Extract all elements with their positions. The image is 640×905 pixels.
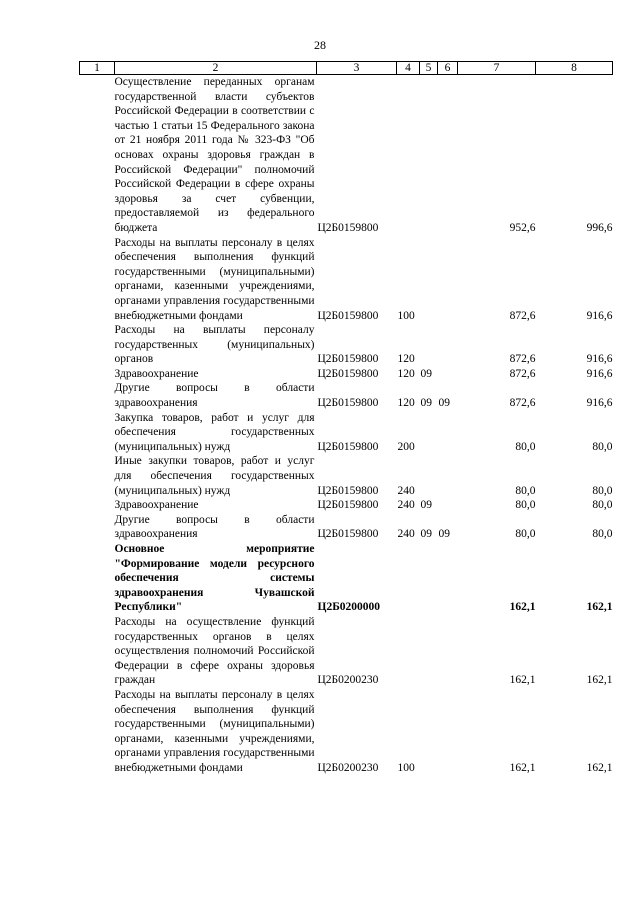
- budget-table: [79, 61, 613, 776]
- amount-year-2: 916,6: [586, 397, 613, 410]
- amount-year-1: 162,1: [509, 761, 536, 774]
- table-row: [80, 513, 613, 542]
- table-row: [80, 498, 613, 513]
- section-code: [420, 542, 438, 615]
- target-article-code: Ц2Б0159800: [317, 440, 379, 453]
- section-code: [420, 236, 438, 324]
- page-number: 28: [314, 38, 326, 52]
- table-row: [80, 411, 613, 455]
- target-article-code: Ц2Б0159800: [317, 397, 379, 410]
- row-index-cell: [80, 323, 115, 367]
- header-col-1: 1: [80, 62, 115, 75]
- section-code: 09: [420, 367, 432, 380]
- amount-year-1: 872,6: [509, 367, 536, 380]
- amount-year-1: 162,1: [509, 601, 536, 614]
- expense-type-code: 200: [397, 440, 415, 453]
- amount-year-1: 80,0: [515, 440, 536, 453]
- section-code: [420, 323, 438, 367]
- table-row: [80, 323, 613, 367]
- target-article-code: Ц2Б0200230: [317, 674, 379, 687]
- row-name: Здравоохранение: [114, 367, 199, 380]
- expense-type-code: 120: [397, 353, 415, 366]
- header-col-8: 8: [536, 62, 613, 75]
- row-name: Расходы на выплаты персоналу в целях обеспечения выполнения функций государственными (муниципальными) органами, казенными учреждениями, органами управления государственными внебюджетными фондами: [114, 688, 315, 774]
- amount-year-1: 952,6: [509, 221, 536, 234]
- amount-year-2: 996,6: [586, 221, 613, 234]
- table-body: [80, 75, 613, 776]
- subsection-code: [438, 75, 458, 236]
- subsection-code: [438, 498, 458, 513]
- subsection-code: [438, 367, 458, 382]
- row-index-cell: [80, 454, 115, 498]
- amount-year-2: 916,6: [586, 367, 613, 380]
- subsection-code: [438, 411, 458, 455]
- amount-year-2: 916,6: [586, 353, 613, 366]
- amount-year-1: 80,0: [515, 499, 536, 512]
- row-index-cell: [80, 367, 115, 382]
- column-number-header: [80, 62, 613, 75]
- table-row: [80, 367, 613, 382]
- row-index-cell: [80, 381, 115, 410]
- expense-type-code: [397, 542, 420, 615]
- target-article-code: Ц2Б0159800: [317, 309, 379, 322]
- section-code: 09: [420, 499, 432, 512]
- amount-year-1: 872,6: [509, 309, 536, 322]
- row-index-cell: [80, 75, 115, 236]
- expense-type-code: 240: [397, 484, 415, 497]
- target-article-code: Ц2Б0159800: [317, 499, 379, 512]
- row-index-cell: [80, 542, 115, 615]
- table-row: [80, 381, 613, 410]
- expense-type-code: [397, 615, 420, 688]
- table-row: [80, 236, 613, 324]
- target-article-code: Ц2Б0159800: [317, 367, 379, 380]
- row-name: Расходы на выплаты персоналу в целях обеспечения выполнения функций государственными (муниципальными) органами, казенными учреждениями, органами управления государственными внебюджетными фондами: [114, 236, 315, 322]
- section-code: 09: [420, 397, 432, 410]
- amount-year-1: 80,0: [515, 484, 536, 497]
- section-code: [420, 454, 438, 498]
- subsection-code: 09: [438, 528, 450, 541]
- amount-year-1: 162,1: [509, 674, 536, 687]
- header-col-6: 6: [438, 62, 458, 75]
- row-name: Другие вопросы в области здравоохранения: [114, 382, 315, 410]
- header-col-4: 4: [397, 62, 420, 75]
- table-row: [80, 688, 613, 776]
- target-article-code: Ц2Б0200000: [317, 601, 381, 614]
- row-index-cell: [80, 498, 115, 513]
- amount-year-2: 80,0: [592, 484, 613, 497]
- table-row: [80, 454, 613, 498]
- subsection-code: [438, 688, 458, 776]
- row-index-cell: [80, 615, 115, 688]
- row-name: Иные закупки товаров, работ и услуг для обеспечения государственных (муниципальных) нужд: [114, 455, 315, 497]
- header-col-5: 5: [420, 62, 438, 75]
- section-code: [420, 615, 438, 688]
- row-name: Закупка товаров, работ и услуг для обеспечения государственных (муниципальных) нужд: [114, 411, 315, 453]
- row-index-cell: [80, 513, 115, 542]
- row-name: Осуществление переданных органам государственной власти субъектов Российской Федерации в соответствии с частью 1 статьи 15 Федерального закона от 21 ноября 2011 года № 323-ФЗ "Об основах охраны здоровья граждан в Российской Федерации" полномочий Российской Федерации в сфере охраны здоровья за счет субвенции, предоставляемой из федерального бюджета: [114, 76, 315, 234]
- row-index-cell: [80, 688, 115, 776]
- amount-year-2: 80,0: [592, 528, 613, 541]
- target-article-code: Ц2Б0159800: [317, 528, 379, 541]
- subsection-code: [438, 236, 458, 324]
- header-col-2: 2: [115, 62, 317, 75]
- section-code: [420, 688, 438, 776]
- amount-year-2: 916,6: [586, 309, 613, 322]
- row-index-cell: [80, 411, 115, 455]
- amount-year-2: 162,1: [586, 674, 613, 687]
- amount-year-1: 872,6: [509, 353, 536, 366]
- subsection-code: [438, 454, 458, 498]
- section-code: [420, 411, 438, 455]
- table-row: [80, 75, 613, 236]
- section-code: [420, 75, 438, 236]
- amount-year-1: 80,0: [515, 528, 536, 541]
- expense-type-code: 100: [397, 309, 415, 322]
- row-name: Расходы на осуществление функций государственных органов в целях осуществления полномочий Российской Федерации в сфере охраны здоровья граждан: [114, 615, 315, 687]
- table-row: [80, 615, 613, 688]
- row-name: Другие вопросы в области здравоохранения: [114, 513, 315, 541]
- row-name: Основное мероприятие "Формирование модели ресурсного обеспечения системы здравоохранения Чувашской Республики": [114, 543, 315, 614]
- target-article-code: Ц2Б0200230: [317, 761, 379, 774]
- table-row: [80, 542, 613, 615]
- subsection-code: [438, 323, 458, 367]
- subsection-code: [438, 615, 458, 688]
- row-index-cell: [80, 236, 115, 324]
- row-name: Здравоохранение: [114, 499, 199, 512]
- amount-year-1: 872,6: [509, 397, 536, 410]
- expense-type-code: 240: [397, 499, 415, 512]
- expense-type-code: 120: [397, 397, 415, 410]
- expense-type-code: 240: [397, 528, 415, 541]
- section-code: 09: [420, 528, 432, 541]
- header-col-3: 3: [317, 62, 397, 75]
- amount-year-2: 80,0: [592, 440, 613, 453]
- target-article-code: Ц2Б0159800: [317, 484, 379, 497]
- amount-year-2: 80,0: [592, 499, 613, 512]
- target-article-code: Ц2Б0159800: [317, 353, 379, 366]
- expense-type-code: 100: [397, 761, 415, 774]
- row-name: Расходы на выплаты персоналу государственных (муниципальных) органов: [114, 324, 315, 366]
- subsection-code: 09: [438, 397, 450, 410]
- expense-type-code: [397, 75, 420, 236]
- expense-type-code: 120: [397, 367, 415, 380]
- target-article-code: Ц2Б0159800: [317, 221, 379, 234]
- amount-year-2: 162,1: [586, 601, 613, 614]
- header-col-7: 7: [458, 62, 536, 75]
- amount-year-2: 162,1: [586, 761, 613, 774]
- subsection-code: [438, 542, 458, 615]
